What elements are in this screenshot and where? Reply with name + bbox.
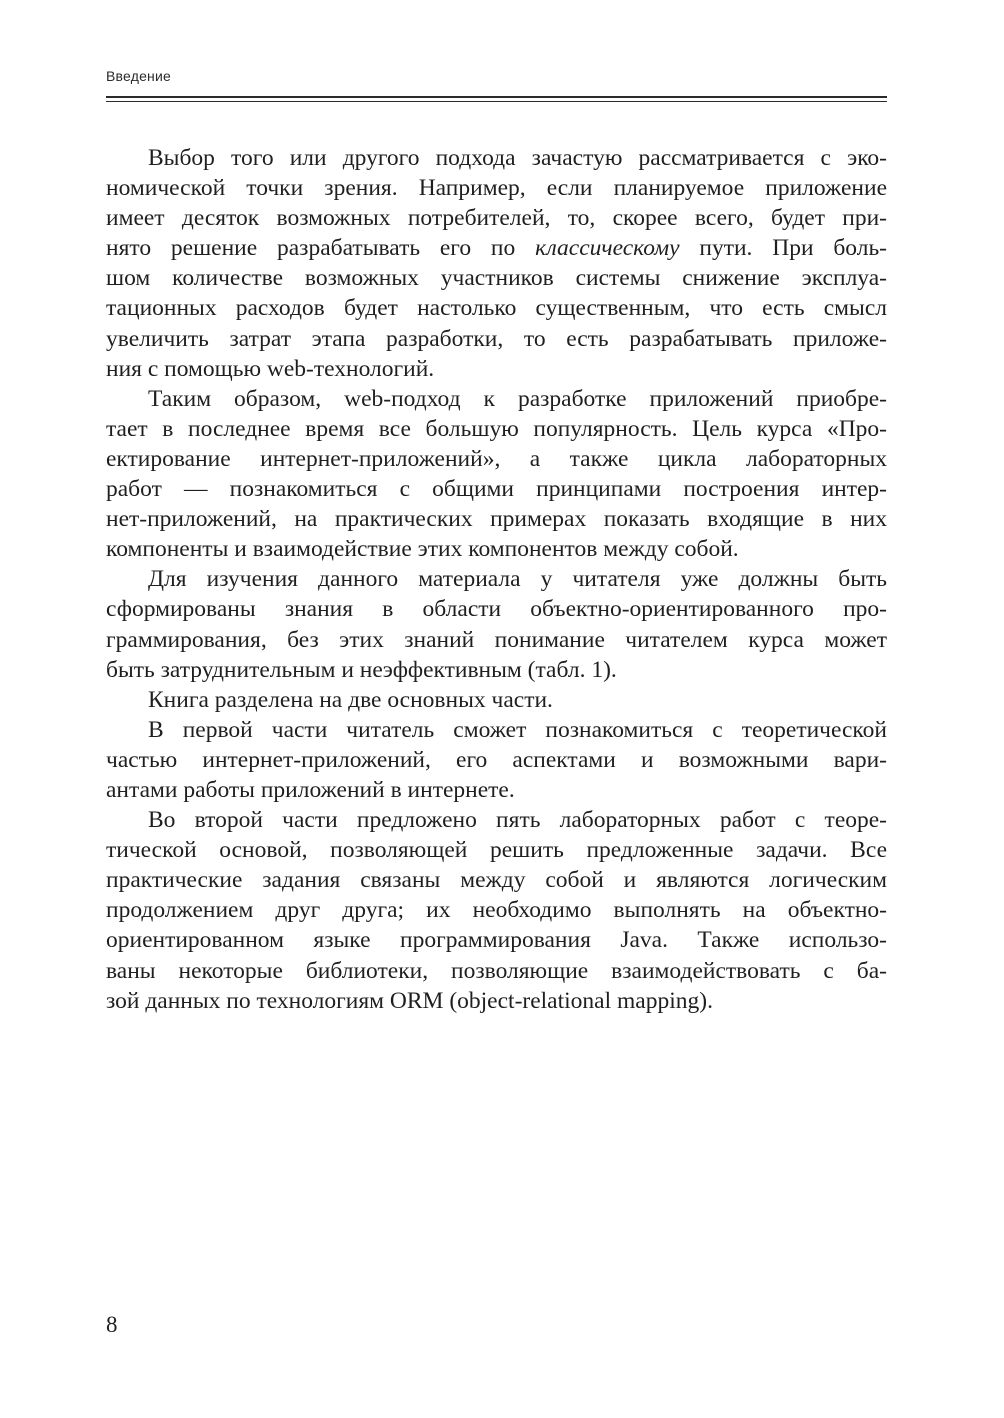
- text-line: практические задания связаны между собой и являются логическим: [106, 867, 887, 894]
- text-line: имеет десяток возможных потребителей, то, скорее всего, будет при-: [106, 205, 887, 232]
- text-line: нет-приложений, на практических примерах показать входящие в них: [106, 506, 887, 533]
- text-line: ектирование интернет-приложений», а также цикла лабораторных: [106, 445, 887, 472]
- text-run: пути. При боль-: [699, 235, 887, 262]
- text-line: продолжением друг друга; их необходимо выполнять на объектно-: [106, 897, 887, 924]
- text-line: Таким образом, web-подход к разработке приложений приобре-: [148, 385, 887, 412]
- text-line: В первой части читатель сможет познакомиться с теоретической: [148, 716, 887, 743]
- text-line: ваны некоторые библиотеки, позволяющие взаимодействовать с ба-: [106, 957, 887, 984]
- text-line-mixed: [106, 233, 887, 263]
- text-line: антами работы приложений в интернете.: [106, 776, 515, 803]
- body-text: [106, 143, 887, 1016]
- page-number: 8: [106, 1312, 118, 1337]
- header-rule-thick: [106, 96, 887, 98]
- text-line: Книга разделена на две основных части.: [148, 686, 553, 713]
- text-line: Выбор того или другого подхода зачастую рассматривается с эко-: [148, 145, 887, 171]
- italic-term: классическому: [535, 235, 680, 262]
- running-head-title: Введение: [106, 68, 171, 84]
- text-line: граммирования, без этих знаний понимание читателем курса может: [106, 626, 887, 653]
- paragraph-5: [106, 715, 887, 805]
- text-line: номической точки зрения. Например, если планируемое приложение: [106, 175, 887, 202]
- paragraph-4: [106, 685, 887, 715]
- text-line: ния с помощью web-технологий.: [106, 355, 435, 382]
- text-line: тической основой, позволяющей решить предложенные задачи. Все: [106, 837, 887, 864]
- paragraph-3: [106, 564, 887, 684]
- text-line: тационных расходов будет настолько существенным, что есть смысл: [106, 295, 887, 322]
- paragraph-6: [106, 805, 887, 1016]
- text-line: тает в последнее время все большую популярность. Цель курса «Про-: [106, 415, 887, 442]
- text-line: сформированы знания в области объектно-ориентированного про-: [106, 596, 887, 623]
- text-line: быть затруднительным и неэффективным (табл. 1).: [106, 656, 617, 683]
- text-line: Для изучения данного материала у читателя уже должны быть: [148, 566, 887, 593]
- paragraph-2: [106, 384, 887, 565]
- header-rule-thin: [106, 101, 887, 102]
- text-line: зой данных по технологиям ORM (object-relational mapping).: [106, 987, 713, 1014]
- text-line: частью интернет-приложений, его аспектами и возможными вари-: [106, 746, 887, 773]
- text-run: нято решение разрабатывать его по: [106, 235, 516, 262]
- text-line: компоненты и взаимодействие этих компонентов между собой.: [106, 536, 739, 563]
- paragraph-1: [106, 143, 887, 384]
- text-line: шом количестве возможных участников системы снижение эксплуа-: [106, 265, 887, 292]
- text-line: ориентированном языке программирования Java. Также использо-: [106, 927, 887, 954]
- text-line: работ — познакомиться с общими принципами построения интер-: [106, 476, 887, 503]
- text-line: Во второй части предложено пять лабораторных работ с теоре-: [148, 807, 887, 834]
- text-line: увеличить затрат этапа разработки, то есть разрабатывать приложе-: [106, 325, 887, 352]
